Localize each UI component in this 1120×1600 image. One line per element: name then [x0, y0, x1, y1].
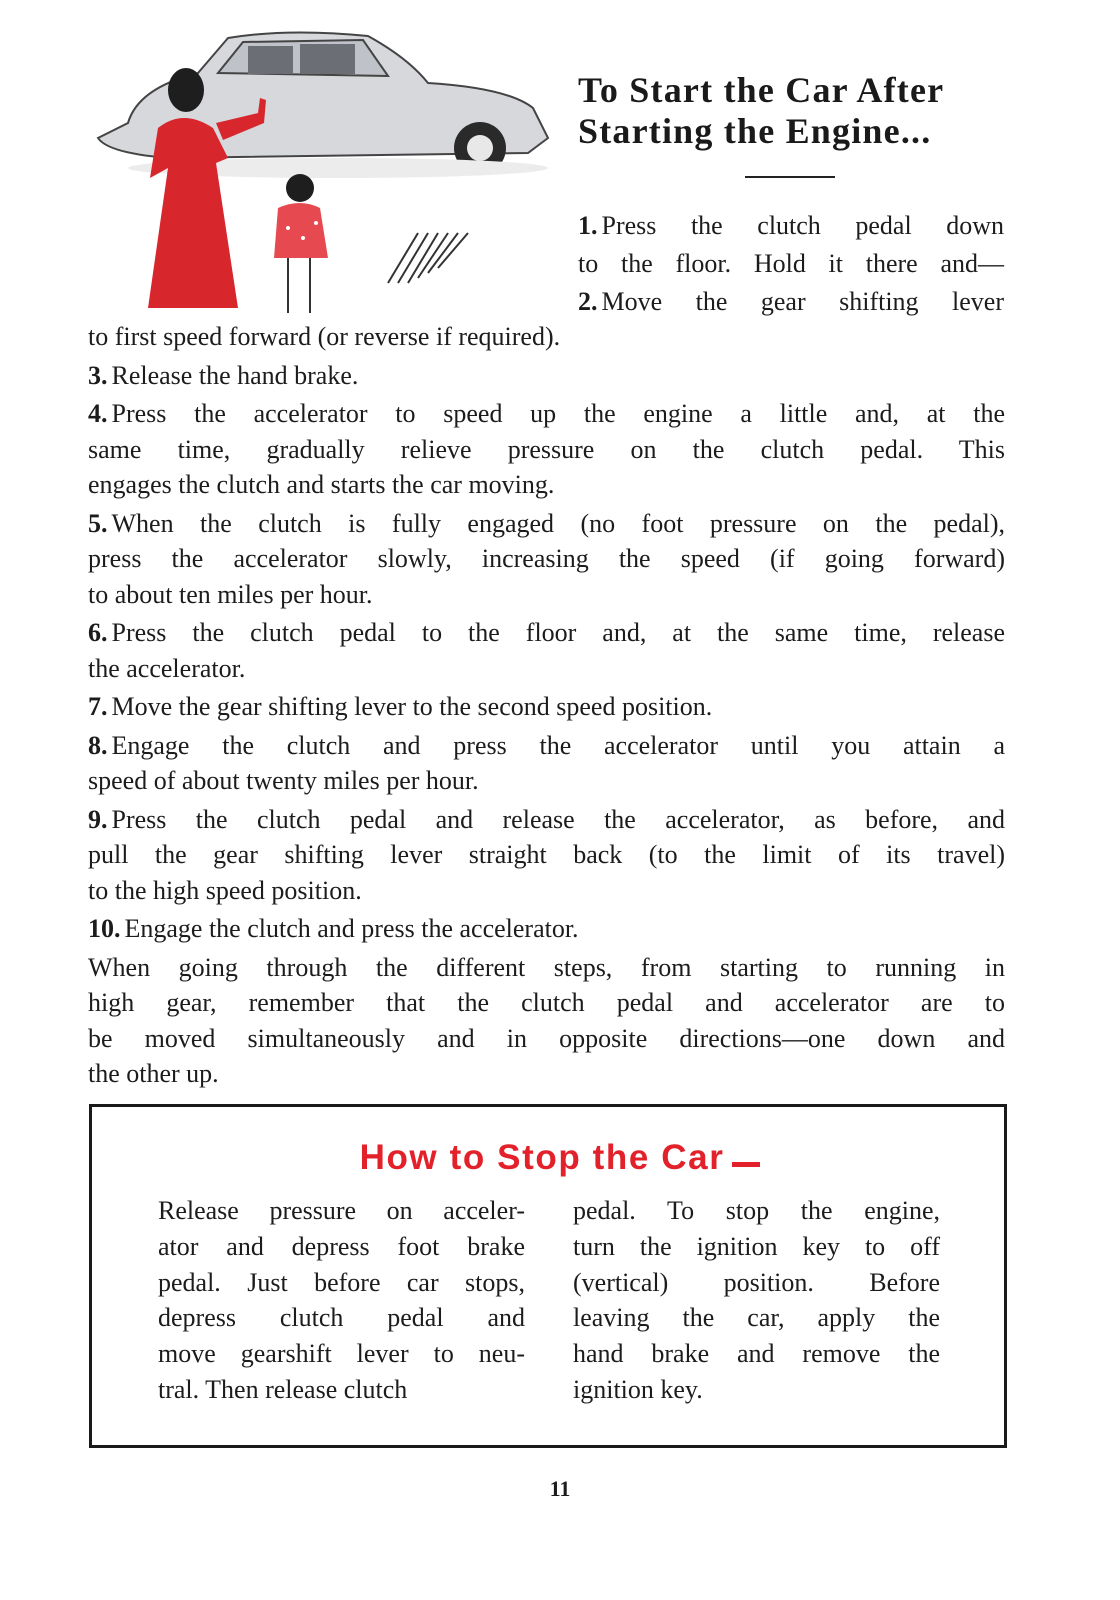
stop-car-heading: How to Stop the Car: [0, 1138, 1120, 1178]
step-paragraph: [88, 615, 1005, 686]
text-line: [88, 651, 1005, 687]
text-line: [88, 985, 1005, 1021]
step-number: 10.: [88, 914, 121, 943]
line-text: to the high speed position.: [88, 875, 362, 905]
text-line: [88, 802, 1005, 838]
line-text: Press the clutch pedal and release the accelerator, as before, and: [111, 804, 1005, 834]
text-line: [88, 728, 1005, 764]
step-paragraph: [88, 950, 1005, 1092]
text-line: ignition key.: [573, 1374, 703, 1404]
text-line: [88, 615, 1005, 651]
text-line: [88, 1021, 1005, 1057]
step-number: 1.: [578, 211, 598, 240]
text-line: tral. Then release clutch: [158, 1374, 408, 1404]
text-line: [88, 950, 1005, 986]
step-paragraph: [88, 728, 1005, 799]
text-line: [88, 358, 1005, 394]
text-line: depress clutch pedal and: [158, 1303, 525, 1333]
line-text: same time, gradually relieve pressure on the clutch pedal. This: [88, 434, 1005, 464]
text-line: [88, 1056, 1005, 1092]
shadow-hatching: [388, 233, 468, 283]
text-line: [88, 689, 1005, 725]
line-text: be moved simultaneously and in opposite directions—one down and: [88, 1023, 1005, 1053]
text-line: [88, 467, 1005, 503]
text-line: move gearshift lever to neu-: [158, 1339, 525, 1369]
line-text: Press the clutch pedal to the floor and, at the same time, release: [111, 618, 1005, 647]
line-text: When going through the different steps, from starting to running in: [88, 952, 1005, 982]
intro-steps: [578, 207, 1004, 321]
line-text: to the floor. Hold it there and—: [578, 249, 1004, 278]
line-text: press the accelerator slowly, increasing the speed (if going forward): [88, 544, 1005, 573]
line-text: Engage the clutch and press the accelerator.: [124, 914, 579, 943]
text-line: [88, 319, 1005, 355]
step-paragraph: [88, 358, 1005, 394]
text-line: ator and depress foot brake: [158, 1231, 525, 1261]
step-number: 9.: [88, 804, 108, 834]
line-text: Move the gear shifting lever: [601, 287, 1004, 316]
line-text: Press the accelerator to speed up the engine a little and, at the: [111, 399, 1005, 428]
step-number: 8.: [88, 730, 108, 760]
heading-line-1: To Start the Car After: [578, 70, 945, 110]
text-line: turn the ignition key to off: [573, 1231, 940, 1261]
line-text: high gear, remember that the clutch pedal and accelerator are to: [88, 988, 1005, 1017]
line-text: to first speed forward (or reverse if required).: [88, 322, 561, 351]
text-line: [578, 207, 1004, 245]
page-number: 11: [549, 1476, 571, 1501]
step-number: 6.: [88, 618, 108, 647]
text-line: hand brake and remove the: [573, 1339, 940, 1369]
text-line: pedal. To stop the engine,: [573, 1196, 940, 1225]
car-and-family-illustration: [88, 28, 558, 320]
step-number: 5.: [88, 508, 108, 538]
step-paragraph: [88, 319, 1005, 355]
line-text: Release the hand brake.: [111, 360, 359, 390]
text-line: [578, 245, 1004, 283]
steps-body: [88, 319, 1005, 1095]
line-text: When the clutch is fully engaged (no foot pressure on the pedal),: [111, 508, 1005, 538]
text-line: [578, 283, 1004, 321]
step-paragraph: [88, 689, 1005, 725]
text-line: Release pressure on acceler-: [158, 1196, 525, 1225]
heading-divider: [745, 176, 835, 178]
text-line: [88, 837, 1005, 873]
text-line: leaving the car, apply the: [573, 1303, 940, 1333]
line-text: Engage the clutch and press the accelerator until you attain a: [111, 730, 1005, 760]
text-line: [88, 911, 1005, 947]
text-line: (vertical) position. Before: [573, 1267, 940, 1297]
step-number: 4.: [88, 399, 108, 428]
line-text: speed of about twenty miles per hour.: [88, 766, 479, 795]
text-line: [88, 873, 1005, 909]
heading-dash: [732, 1162, 760, 1167]
line-text: the accelerator.: [88, 653, 246, 683]
text-line: [88, 577, 1005, 613]
heading-line-2: Starting the Engine...: [578, 111, 932, 151]
step-paragraph: [88, 396, 1005, 503]
line-text: to about ten miles per hour.: [88, 579, 373, 609]
text-line: [88, 506, 1005, 542]
text-line: pedal. Just before car stops,: [158, 1267, 525, 1297]
step-number: 3.: [88, 360, 108, 390]
line-text: Move the gear shifting lever to the second speed position.: [111, 692, 713, 721]
line-text: Press the clutch pedal down: [601, 211, 1004, 240]
stop-text-left-column: [158, 1193, 525, 1408]
step-paragraph: [88, 911, 1005, 947]
child-figure: [274, 174, 328, 313]
text-line: [88, 432, 1005, 468]
step-paragraph: [88, 802, 1005, 909]
text-line: [88, 763, 1005, 799]
line-text: the other up.: [88, 1059, 219, 1088]
text-line: [88, 541, 1005, 577]
step-number: 7.: [88, 692, 108, 721]
line-text: pull the gear shifting lever straight back (to the limit of its travel): [88, 840, 1005, 869]
section-heading: [578, 70, 1018, 152]
step-number: 2.: [578, 287, 598, 316]
line-text: engages the clutch and starts the car moving.: [88, 470, 555, 499]
stop-text-right-column: [573, 1193, 940, 1408]
text-line: [88, 396, 1005, 432]
step-paragraph: [88, 506, 1005, 613]
